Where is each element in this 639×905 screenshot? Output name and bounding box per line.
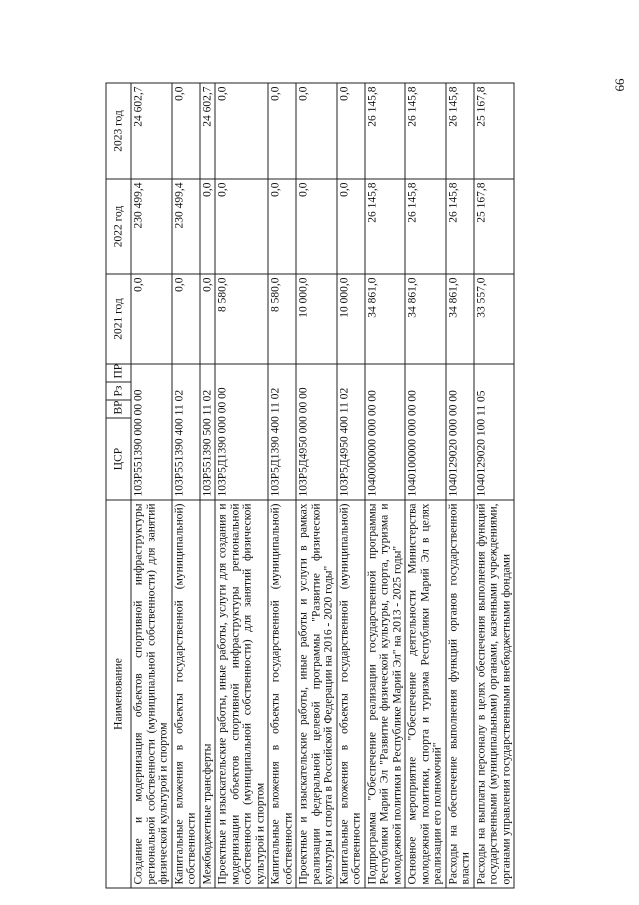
row-name: Проектные и изыскательские работы, иные работы и услуги в рамках реализации федеральной целевой программы "Развитие физической культуры и спорта в Российской Федерации на 2016 - 2020 годы" <box>296 500 337 888</box>
row-classification-code: 1040129020 100 11 05 <box>474 364 515 500</box>
row-amount-2021: 0,0 <box>200 274 216 364</box>
row-name: Расходы на обеспечение выполнения функций органов государственной власти <box>446 500 474 888</box>
budget-table <box>106 83 515 889</box>
row-amount-2023: 0,0 <box>337 83 365 179</box>
row-amount-2023: 26 145,8 <box>365 83 406 179</box>
table-row <box>296 83 337 888</box>
row-name: Капитальные вложения в объекты государственной (муниципальной) собственности <box>337 500 365 888</box>
row-name: Проектные и изыскательские работы, иные работы, услуги для создания и модернизации объектов спортивной инфраструктуры региональной собственности (муниципальной собственности) для занятий физической культурой и спортом <box>215 500 268 888</box>
col-header-name: Наименование <box>106 500 131 888</box>
row-amount-2021: 34 861,0 <box>405 274 446 364</box>
row-amount-2022: 26 145,8 <box>446 179 474 274</box>
row-amount-2023: 24 602,7 <box>131 83 172 179</box>
row-amount-2022: 0,0 <box>337 179 365 274</box>
row-amount-2021: 8 580,0 <box>215 274 268 364</box>
row-classification-code: 103P5Д1390 000 00 00 <box>215 364 268 500</box>
table-row <box>215 83 268 888</box>
table-row <box>446 83 474 888</box>
row-amount-2021: 33 557,0 <box>474 274 515 364</box>
table-row <box>365 83 406 888</box>
row-amount-2021: 34 861,0 <box>365 274 406 364</box>
row-classification-code: 103P551390 500 11 02 <box>200 364 216 500</box>
row-amount-2022: 230 499,4 <box>172 179 200 274</box>
row-name: Капитальные вложения в объекты государственной (муниципальной) собственности <box>268 500 296 888</box>
row-amount-2022: 25 167,8 <box>474 179 515 274</box>
row-amount-2022: 230 499,4 <box>131 179 172 274</box>
table-row <box>474 83 515 888</box>
row-amount-2021: 8 580,0 <box>268 274 296 364</box>
col-header-csr: ЦСР <box>106 418 131 500</box>
row-amount-2021: 0,0 <box>131 274 172 364</box>
row-amount-2022: 26 145,8 <box>365 179 406 274</box>
row-amount-2022: 26 145,8 <box>405 179 446 274</box>
col-header-vr: ВР <box>106 400 131 418</box>
rotated-budget-table-wrapper <box>106 84 576 889</box>
row-classification-code: 103P551390 000 00 00 <box>131 364 172 500</box>
row-amount-2023: 0,0 <box>268 83 296 179</box>
col-header-2022: 2022 год <box>106 179 131 274</box>
row-amount-2023: 0,0 <box>215 83 268 179</box>
col-header-2023: 2023 год <box>106 83 131 179</box>
table-row <box>337 83 365 888</box>
row-name: Капитальные вложения в объекты государственной (муниципальной) собственности <box>172 500 200 888</box>
row-amount-2021: 34 861,0 <box>446 274 474 364</box>
table-header-row <box>106 83 131 888</box>
row-name: Расходы на выплаты персоналу в целях обеспечения выполнения функций государственными (муниципальными) органами, казенными учреждениями, органами управления государственными внебюджетными фондами <box>474 500 515 888</box>
col-header-rz: Рз <box>106 382 131 400</box>
row-amount-2021: 0,0 <box>172 274 200 364</box>
row-classification-code: 103P5Д4950 400 11 02 <box>337 364 365 500</box>
row-amount-2023: 0,0 <box>296 83 337 179</box>
row-amount-2021: 10 000,0 <box>296 274 337 364</box>
row-classification-code: 103P5Д1390 400 11 02 <box>268 364 296 500</box>
row-amount-2022: 0,0 <box>268 179 296 274</box>
page-number: 66 <box>612 78 627 92</box>
row-amount-2023: 26 145,8 <box>446 83 474 179</box>
row-classification-code: 1040000000 000 00 00 <box>365 364 406 500</box>
row-amount-2023: 26 145,8 <box>405 83 446 179</box>
col-header-pr: ПР <box>106 364 131 382</box>
row-classification-code: 1040100000 000 00 00 <box>405 364 446 500</box>
table-row <box>172 83 200 888</box>
row-amount-2023: 0,0 <box>172 83 200 179</box>
row-amount-2022: 0,0 <box>296 179 337 274</box>
row-name: Подпрограмма "Обеспечение реализации государственной программы Республики Марий Эл "Развитие физической культуры, спорта, туризма и молодежной политики в Республике Марий Эл" на 2013 - 2025 годы" <box>365 500 406 888</box>
row-amount-2023: 25 167,8 <box>474 83 515 179</box>
row-classification-code: 103P5Д4950 000 00 00 <box>296 364 337 500</box>
row-amount-2022: 0,0 <box>215 179 268 274</box>
row-classification-code: 1040129020 000 00 00 <box>446 364 474 500</box>
row-amount-2022: 0,0 <box>200 179 216 274</box>
table-row <box>268 83 296 888</box>
row-classification-code: 103P551390 400 11 02 <box>172 364 200 500</box>
row-name: Основное мероприятие "Обеспечение деятельности Министерства молодежной политики, спорта и туризма Республики Марий Эл в целях реализации его полномочий" <box>405 500 446 888</box>
table-row <box>131 83 172 888</box>
table-row <box>200 83 216 888</box>
row-name: Межбюджетные трансферты <box>200 500 216 888</box>
row-amount-2021: 10 000,0 <box>337 274 365 364</box>
row-name: Создание и модернизация объектов спортивной инфраструктуры региональной собственности (муниципальной собственности) для занятий физической культурой и спортом <box>131 500 172 888</box>
row-amount-2023: 24 602,7 <box>200 83 216 179</box>
col-header-2021: 2021 год <box>106 274 131 364</box>
table-row <box>405 83 446 888</box>
